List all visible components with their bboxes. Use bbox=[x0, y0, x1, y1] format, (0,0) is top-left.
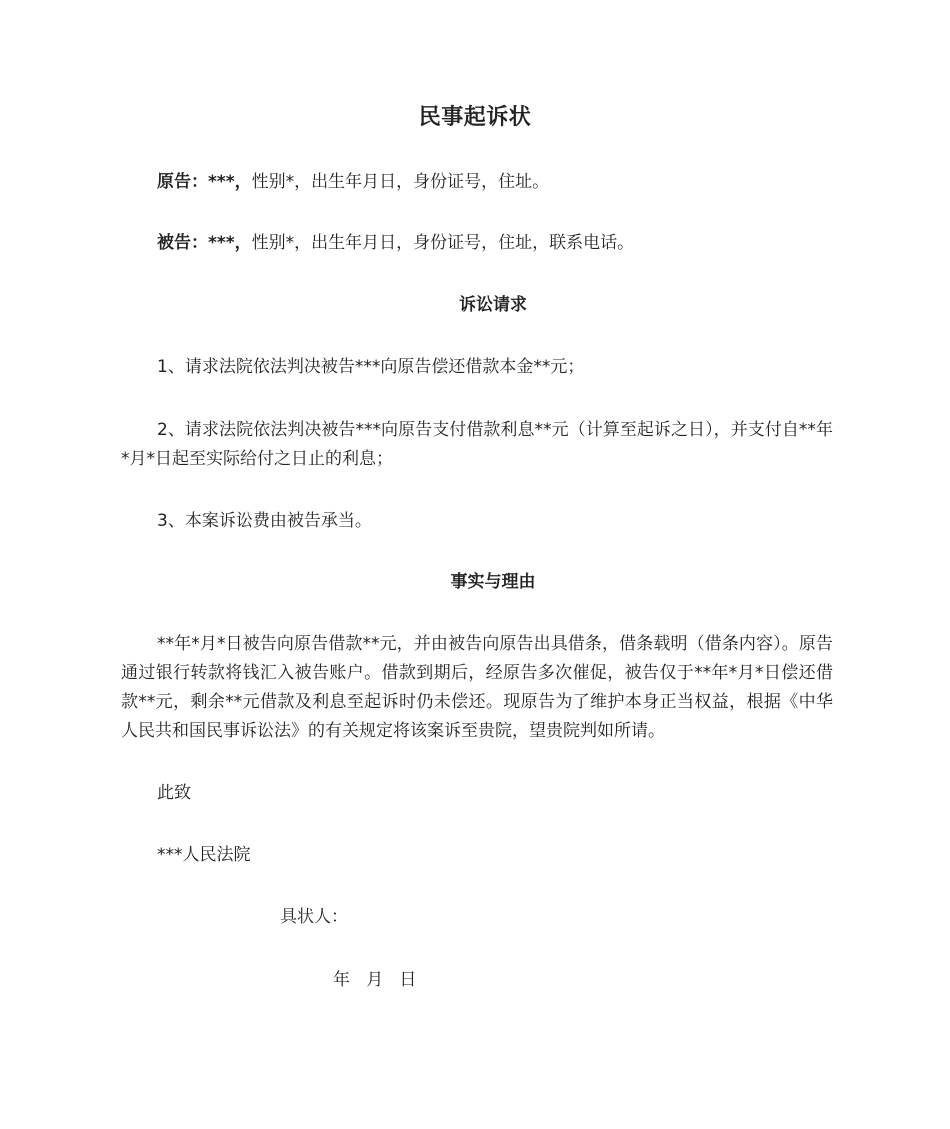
claims-heading: 诉讼请求 bbox=[459, 295, 527, 315]
court-name: ***人民法院 bbox=[157, 845, 251, 865]
claim-item-3: 3、本案诉讼费由被告承当。 bbox=[157, 511, 372, 531]
defendant-details: 性别*，出生年月日，身份证号，住址，联系电话。 bbox=[251, 233, 635, 253]
defendant-line bbox=[157, 229, 634, 257]
closing-text: 此致 bbox=[157, 783, 191, 803]
date-line: 年 月 日 bbox=[333, 970, 417, 990]
plaintiff-details: 性别*，出生年月日，身份证号，住址。 bbox=[251, 172, 550, 192]
claim-item-1: 1、请求法院依法判决被告***向原告偿还借款本金**元； bbox=[157, 357, 585, 377]
claim-item-2: 2、请求法院依法判决被告***向原告支付借款利息**元（计算至起诉之日），并支付自**年*月*日起至实际给付之日止的利息； bbox=[121, 420, 833, 469]
plaintiff-line bbox=[157, 168, 549, 196]
document-title: 民事起诉状 bbox=[418, 105, 532, 130]
facts-heading: 事实与理由 bbox=[450, 572, 536, 592]
defendant-label: 被告：***， bbox=[157, 233, 252, 253]
plaintiff-label: 原告：***， bbox=[157, 172, 252, 192]
signature-label: 具状人： bbox=[280, 907, 348, 927]
facts-paragraph: **年*月*日被告向原告借款**元，并由被告向原告出具借条，借条载明（借条内容）。原告通过银行转款将钱汇入被告账户。借款到期后，经原告多次催促，被告仅于**年*月*日偿还借款**元，剩余**元借款及利息至起诉时仍未偿还。现原告为了维护本身正当权益，根据《中华人民共和国民事诉讼法》的有关规定将该案诉至贵院，望贵院判如所请。 bbox=[121, 634, 833, 741]
